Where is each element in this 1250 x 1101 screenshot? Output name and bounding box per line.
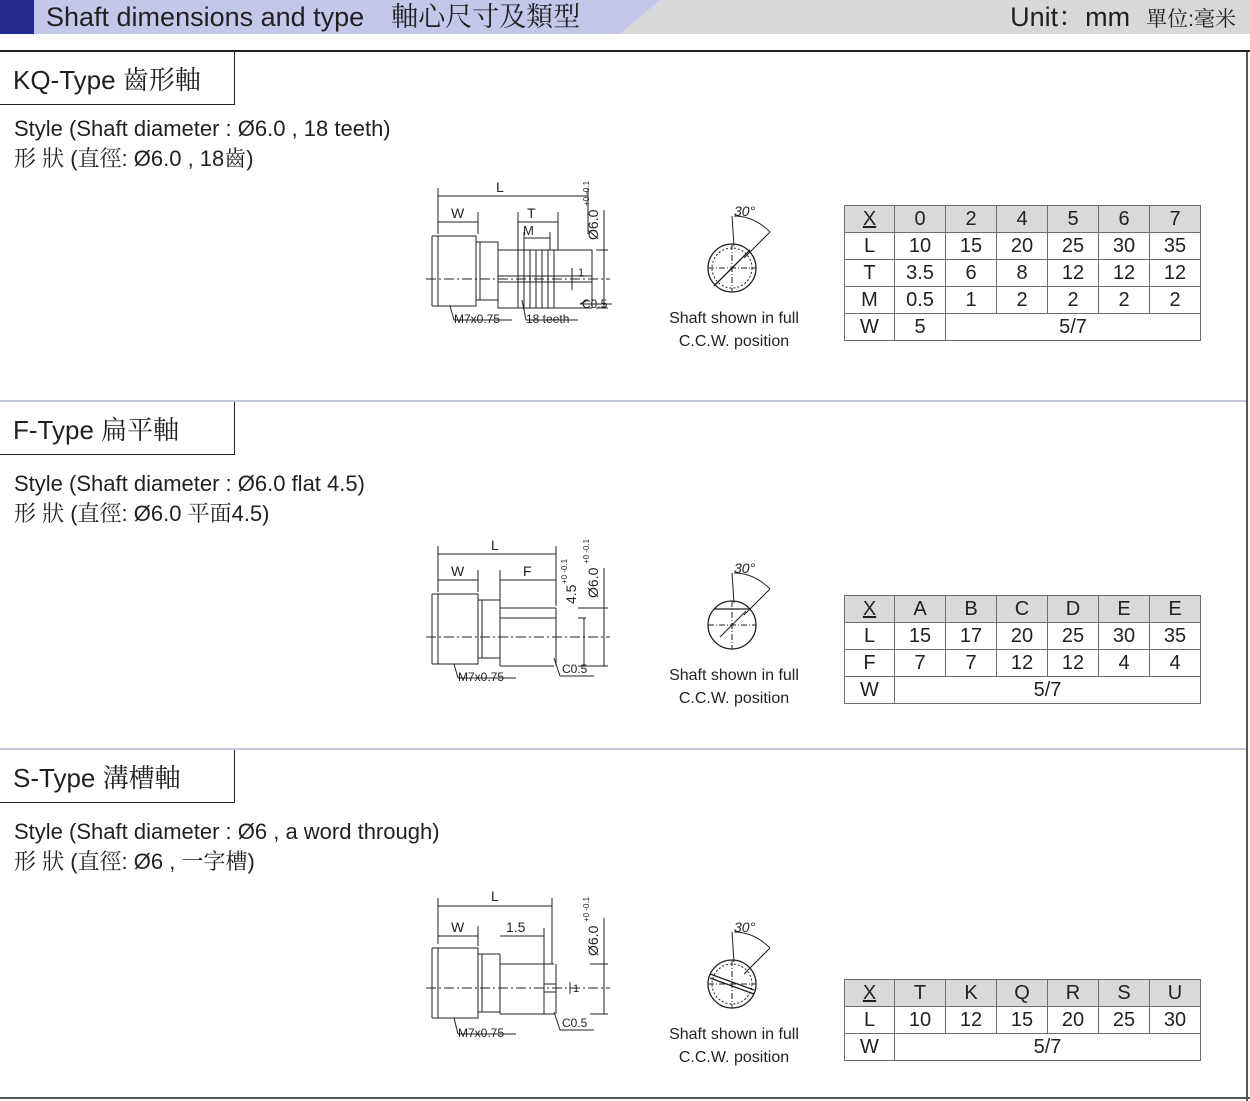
table-cell: 8 xyxy=(997,260,1048,287)
header-cell: X xyxy=(862,982,877,1004)
angle-label: 30° xyxy=(734,919,756,935)
table-cell: 7 xyxy=(895,650,946,677)
caption-line-2: C.C.W. position xyxy=(678,333,790,350)
bottom-rule xyxy=(0,1097,1250,1099)
table-cell: 20 xyxy=(997,233,1048,260)
caption-kq xyxy=(634,307,834,353)
table-cell: 12 xyxy=(997,650,1048,677)
dim-tol: +0 -0.1 xyxy=(582,180,591,206)
type-name-kq: KQ-Type 齒形軸 xyxy=(13,65,201,95)
table-cell: 35 xyxy=(1150,623,1201,650)
dim-l: L xyxy=(491,888,499,904)
table-row xyxy=(845,677,1201,704)
table-cell: 5/7 xyxy=(946,314,1201,341)
dim-m: M xyxy=(523,223,534,238)
s-spec-table xyxy=(844,979,1201,1061)
table-cell: 2 xyxy=(997,287,1048,314)
row-label: W xyxy=(845,1034,895,1061)
table-header-row xyxy=(845,980,1201,1007)
dim-flat: 4.5 xyxy=(563,584,579,604)
table-cell: 4 xyxy=(1150,650,1201,677)
table-row xyxy=(845,233,1201,260)
table-cell: 2 xyxy=(1150,287,1201,314)
caption-line-2: C.C.W. position xyxy=(678,1049,790,1066)
header-cell: B xyxy=(946,596,997,623)
table-cell: 12 xyxy=(1099,260,1150,287)
table-cell: 2 xyxy=(1099,287,1150,314)
header-cell: E xyxy=(1099,596,1150,623)
header-cell: 0 xyxy=(895,206,946,233)
table-cell: 12 xyxy=(1048,260,1099,287)
table-cell: 15 xyxy=(946,233,997,260)
page-title: Shaft dimensions and type 軸心尺寸及類型 xyxy=(46,2,581,32)
dim-tol: +0 -0.1 xyxy=(582,896,591,922)
header-cell: X xyxy=(862,208,877,230)
table-row xyxy=(845,1007,1201,1034)
caption-line-1: Shaft shown in full xyxy=(669,310,799,327)
table-cell: 15 xyxy=(895,623,946,650)
unit-text: Unit：mm xyxy=(1010,2,1131,32)
row-label: W xyxy=(845,677,895,704)
header-cell: D xyxy=(1048,596,1099,623)
dim-dia: Ø6.0 xyxy=(585,209,601,240)
header-cell: E xyxy=(1150,596,1201,623)
header-cell: S xyxy=(1099,980,1150,1007)
table-cell: 5/7 xyxy=(895,1034,1201,1061)
dim-one: 1 xyxy=(578,267,585,279)
style-cn-f: 形 狀 (直徑: Ø6.0 平面4.5) xyxy=(14,501,270,526)
table-row xyxy=(845,623,1201,650)
table-cell: 12 xyxy=(1048,650,1099,677)
right-rule xyxy=(1246,52,1248,1101)
caption-f xyxy=(634,664,834,710)
table-cell: 25 xyxy=(1099,1007,1150,1034)
table-cell: 1 xyxy=(946,287,997,314)
header-cell: C xyxy=(997,596,1048,623)
caption-s xyxy=(634,1023,834,1069)
table-cell: 30 xyxy=(1099,623,1150,650)
dim-dia: Ø6.0 xyxy=(585,925,601,956)
table-row xyxy=(845,1034,1201,1061)
header-cell: 4 xyxy=(997,206,1048,233)
table-cell: 20 xyxy=(1048,1007,1099,1034)
row-label: T xyxy=(845,260,895,287)
s-shaft-drawing xyxy=(420,888,620,1048)
table-row xyxy=(845,260,1201,287)
row-label: F xyxy=(845,650,895,677)
header-cell: X xyxy=(862,598,877,620)
dim-flat-tol: +0 -0.1 xyxy=(560,558,569,584)
table-cell: 5/7 xyxy=(895,677,1201,704)
table-cell: 10 xyxy=(895,1007,946,1034)
table-cell: 35 xyxy=(1150,233,1201,260)
table-cell: 6 xyxy=(946,260,997,287)
unit-label xyxy=(1010,2,1236,35)
f-spec-table xyxy=(844,595,1201,704)
dim-thread: M7x0.75 xyxy=(458,670,505,684)
dim-c05: C0.5 xyxy=(562,1016,588,1030)
dim-one: 1 xyxy=(573,983,580,995)
table-cell: 25 xyxy=(1048,233,1099,260)
row-label: L xyxy=(845,623,895,650)
table-cell: 12 xyxy=(1150,260,1201,287)
dim-l: L xyxy=(496,179,504,195)
dim-thread: M7x0.75 xyxy=(454,312,501,326)
style-en-s: Style (Shaft diameter : Ø6 , a word through) xyxy=(14,819,440,844)
style-cn-kq: 形 狀 (直徑: Ø6.0 , 18齒) xyxy=(14,146,254,171)
row-label: L xyxy=(845,233,895,260)
table-cell: 30 xyxy=(1099,233,1150,260)
dim-tol: +0 -0.1 xyxy=(582,538,591,564)
table-row xyxy=(845,287,1201,314)
table-cell: 30 xyxy=(1150,1007,1201,1034)
dim-c05: C0.5 xyxy=(562,662,588,676)
table-cell: 3.5 xyxy=(895,260,946,287)
dim-w: W xyxy=(451,563,465,579)
table-row xyxy=(845,314,1201,341)
kq-end-view xyxy=(700,200,780,310)
angle-label: 30° xyxy=(734,203,756,219)
dim-thread: M7x0.75 xyxy=(458,1026,505,1040)
caption-line-2: C.C.W. position xyxy=(678,690,790,707)
dim-c05: C0.5 xyxy=(582,297,608,311)
row-label: W xyxy=(845,314,895,341)
table-cell: 5 xyxy=(895,314,946,341)
header-cell: Q xyxy=(997,980,1048,1007)
row-label: L xyxy=(845,1007,895,1034)
header-cell: 6 xyxy=(1099,206,1150,233)
table-cell: 7 xyxy=(946,650,997,677)
table-header-row xyxy=(845,596,1201,623)
dim-w: W xyxy=(451,919,465,935)
dim-teeth: 18 teeth xyxy=(526,312,570,326)
table-cell: 17 xyxy=(946,623,997,650)
header-cell: 7 xyxy=(1150,206,1201,233)
dim-w: W xyxy=(451,205,465,221)
f-shaft-drawing xyxy=(420,538,620,688)
table-cell: 12 xyxy=(946,1007,997,1034)
table-cell: 20 xyxy=(997,623,1048,650)
kq-spec-table xyxy=(844,205,1201,341)
style-en-f: Style (Shaft diameter : Ø6.0 flat 4.5) xyxy=(14,471,365,496)
header-cell: A xyxy=(895,596,946,623)
table-header-row xyxy=(845,206,1201,233)
kq-shaft-drawing xyxy=(420,180,620,330)
table-cell: 4 xyxy=(1099,650,1150,677)
table-cell: 10 xyxy=(895,233,946,260)
caption-line-1: Shaft shown in full xyxy=(669,1026,799,1043)
style-cn-s: 形 狀 (直徑: Ø6 , 一字槽) xyxy=(14,849,255,874)
unit-text-cn: 單位:毫米 xyxy=(1146,8,1236,31)
dim-slot: 1.5 xyxy=(506,919,526,935)
row-label: M xyxy=(845,287,895,314)
angle-label: 30° xyxy=(734,560,756,576)
f-end-view xyxy=(700,557,780,667)
dim-f: F xyxy=(523,563,532,579)
table-cell: 0.5 xyxy=(895,287,946,314)
header-cell: U xyxy=(1150,980,1201,1007)
header-cell: 2 xyxy=(946,206,997,233)
dim-t: T xyxy=(527,205,536,221)
type-name-f: F-Type 扁平軸 xyxy=(13,415,180,445)
table-cell: 25 xyxy=(1048,623,1099,650)
s-end-view xyxy=(700,916,780,1026)
type-name-s: S-Type 溝槽軸 xyxy=(13,763,181,793)
table-cell: 15 xyxy=(997,1007,1048,1034)
header-cell: T xyxy=(895,980,946,1007)
table-cell: 2 xyxy=(1048,287,1099,314)
header-marker xyxy=(0,0,34,34)
dim-dia: Ø6.0 xyxy=(585,567,601,598)
header-cell: 5 xyxy=(1048,206,1099,233)
dim-l: L xyxy=(491,537,499,553)
caption-line-1: Shaft shown in full xyxy=(669,667,799,684)
table-row xyxy=(845,650,1201,677)
header-cell: R xyxy=(1048,980,1099,1007)
style-en-kq: Style (Shaft diameter : Ø6.0 , 18 teeth) xyxy=(14,116,391,141)
header-cell: K xyxy=(946,980,997,1007)
